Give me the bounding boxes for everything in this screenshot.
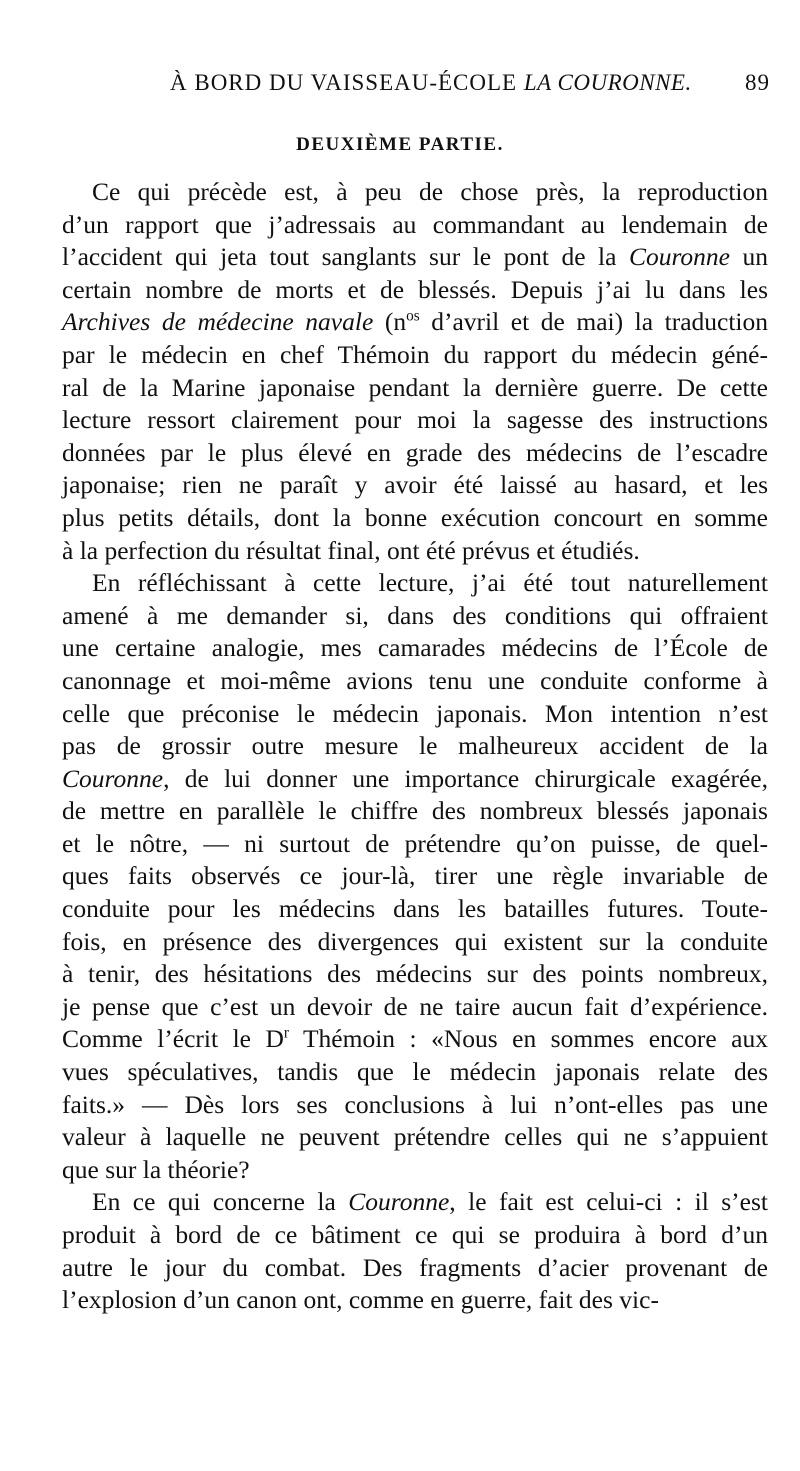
text-line: celle que préconise le médecin japonais. Mon intention n’est: [62, 698, 768, 728]
text-line: fois, en présence des divergences qui existent sur la conduite: [62, 926, 768, 956]
text-line: une certaine analogie, mes camarades médecins de l’École de: [62, 633, 768, 663]
text-line: je pense que c’est un devoir de ne taire aucun fait d’expérience.: [62, 991, 768, 1021]
section-title: DEUXIÈME PARTIE.: [296, 134, 504, 155]
text-line: Couronne, de lui donner une importance chirurgicale exagérée,: [62, 763, 768, 793]
text-line: vues spéculatives, tandis que le médecin japonais relate des: [62, 1057, 768, 1087]
text-line: ral de la Marine japonaise pendant la dernière guerre. De cette: [62, 372, 768, 402]
text-line: japonaise; rien ne paraît y avoir été laissé au hasard, et les: [62, 470, 768, 500]
body-text: [62, 176, 768, 1317]
text-line: autre le jour du combat. Des fragments d’acier provenant de: [62, 1252, 768, 1282]
text-line: par le médecin en chef Thémoin du rapport du médecin géné-: [62, 339, 768, 369]
text-line: Archives de médecine navale ($n^{os}$ d’avril et de mai) la traduction: [62, 307, 768, 337]
text-line: canonnage et moi-même avions tenu une conduite conforme à: [62, 665, 768, 695]
text-line: à la perfection du résultat final, ont été prévus et étudiés.: [62, 535, 640, 565]
text-line: d’un rapport que j’adressais au commandant au lendemain de: [62, 209, 768, 239]
text-line: et le nôtre, — ni surtout de prétendre qu’on puisse, de quel-: [62, 828, 768, 858]
text-line: amené à me demander si, dans des conditions qui offraient: [62, 600, 768, 630]
running-title: [170, 68, 692, 98]
text-line: de mettre en parallèle le chiffre des nombreux blessés japonais: [62, 796, 768, 826]
text-line: plus petits détails, dont la bonne exécution concourt en somme: [62, 502, 768, 532]
text-line: données par le plus élevé en grade des médecins de l’escadre: [62, 437, 768, 467]
running-title-ship-name: LA COURONNE.: [523, 70, 692, 95]
text-line: Ce qui précède est, à peu de chose près, la reproduction: [92, 177, 768, 206]
text-line: En ce qui concerne la Couronne, le fait est celui-ci : il s’est: [92, 1187, 768, 1217]
text-line: Comme l’écrit le $D^r$ Thémoin : «Nous en sommes encore aux: [62, 1024, 768, 1054]
text-line: ques faits observés ce jour-là, tirer une règle invariable de: [62, 861, 768, 891]
text-line: à tenir, des hésitations des médecins sur des points nombreux,: [62, 959, 768, 989]
text-line: pas de grossir outre mesure le malheureux accident de la: [62, 731, 768, 761]
text-line: valeur à laquelle ne peuvent prétendre celles qui ne s’appuient: [62, 1122, 768, 1152]
text-line: certain nombre de morts et de blessés. Depuis j’ai lu dans les: [62, 274, 768, 304]
text-line: En réfléchissant à cette lecture, j’ai été tout naturellement: [92, 568, 768, 598]
page-number: 89: [745, 70, 770, 95]
text-line: conduite pour les médecins dans les batailles futures. Toute-: [62, 894, 768, 924]
text-line: l’explosion d’un canon ont, comme en guerre, fait des vic-: [62, 1285, 659, 1315]
text-line: lecture ressort clairement pour moi la sagesse des instructions: [62, 405, 768, 435]
text-line: produit à bord de ce bâtiment ce qui se produira à bord d’un: [62, 1220, 768, 1249]
text-line: que sur la théorie?: [62, 1154, 250, 1184]
running-title-prefix: À BORD DU VAISSEAU-ÉCOLE: [170, 70, 524, 95]
text-line: faits.» — Dès lors ses conclusions à lui n’ont-elles pas une: [62, 1089, 768, 1119]
text-line: l’accident qui jeta tout sanglants sur le pont de la Couronne un: [62, 242, 769, 272]
